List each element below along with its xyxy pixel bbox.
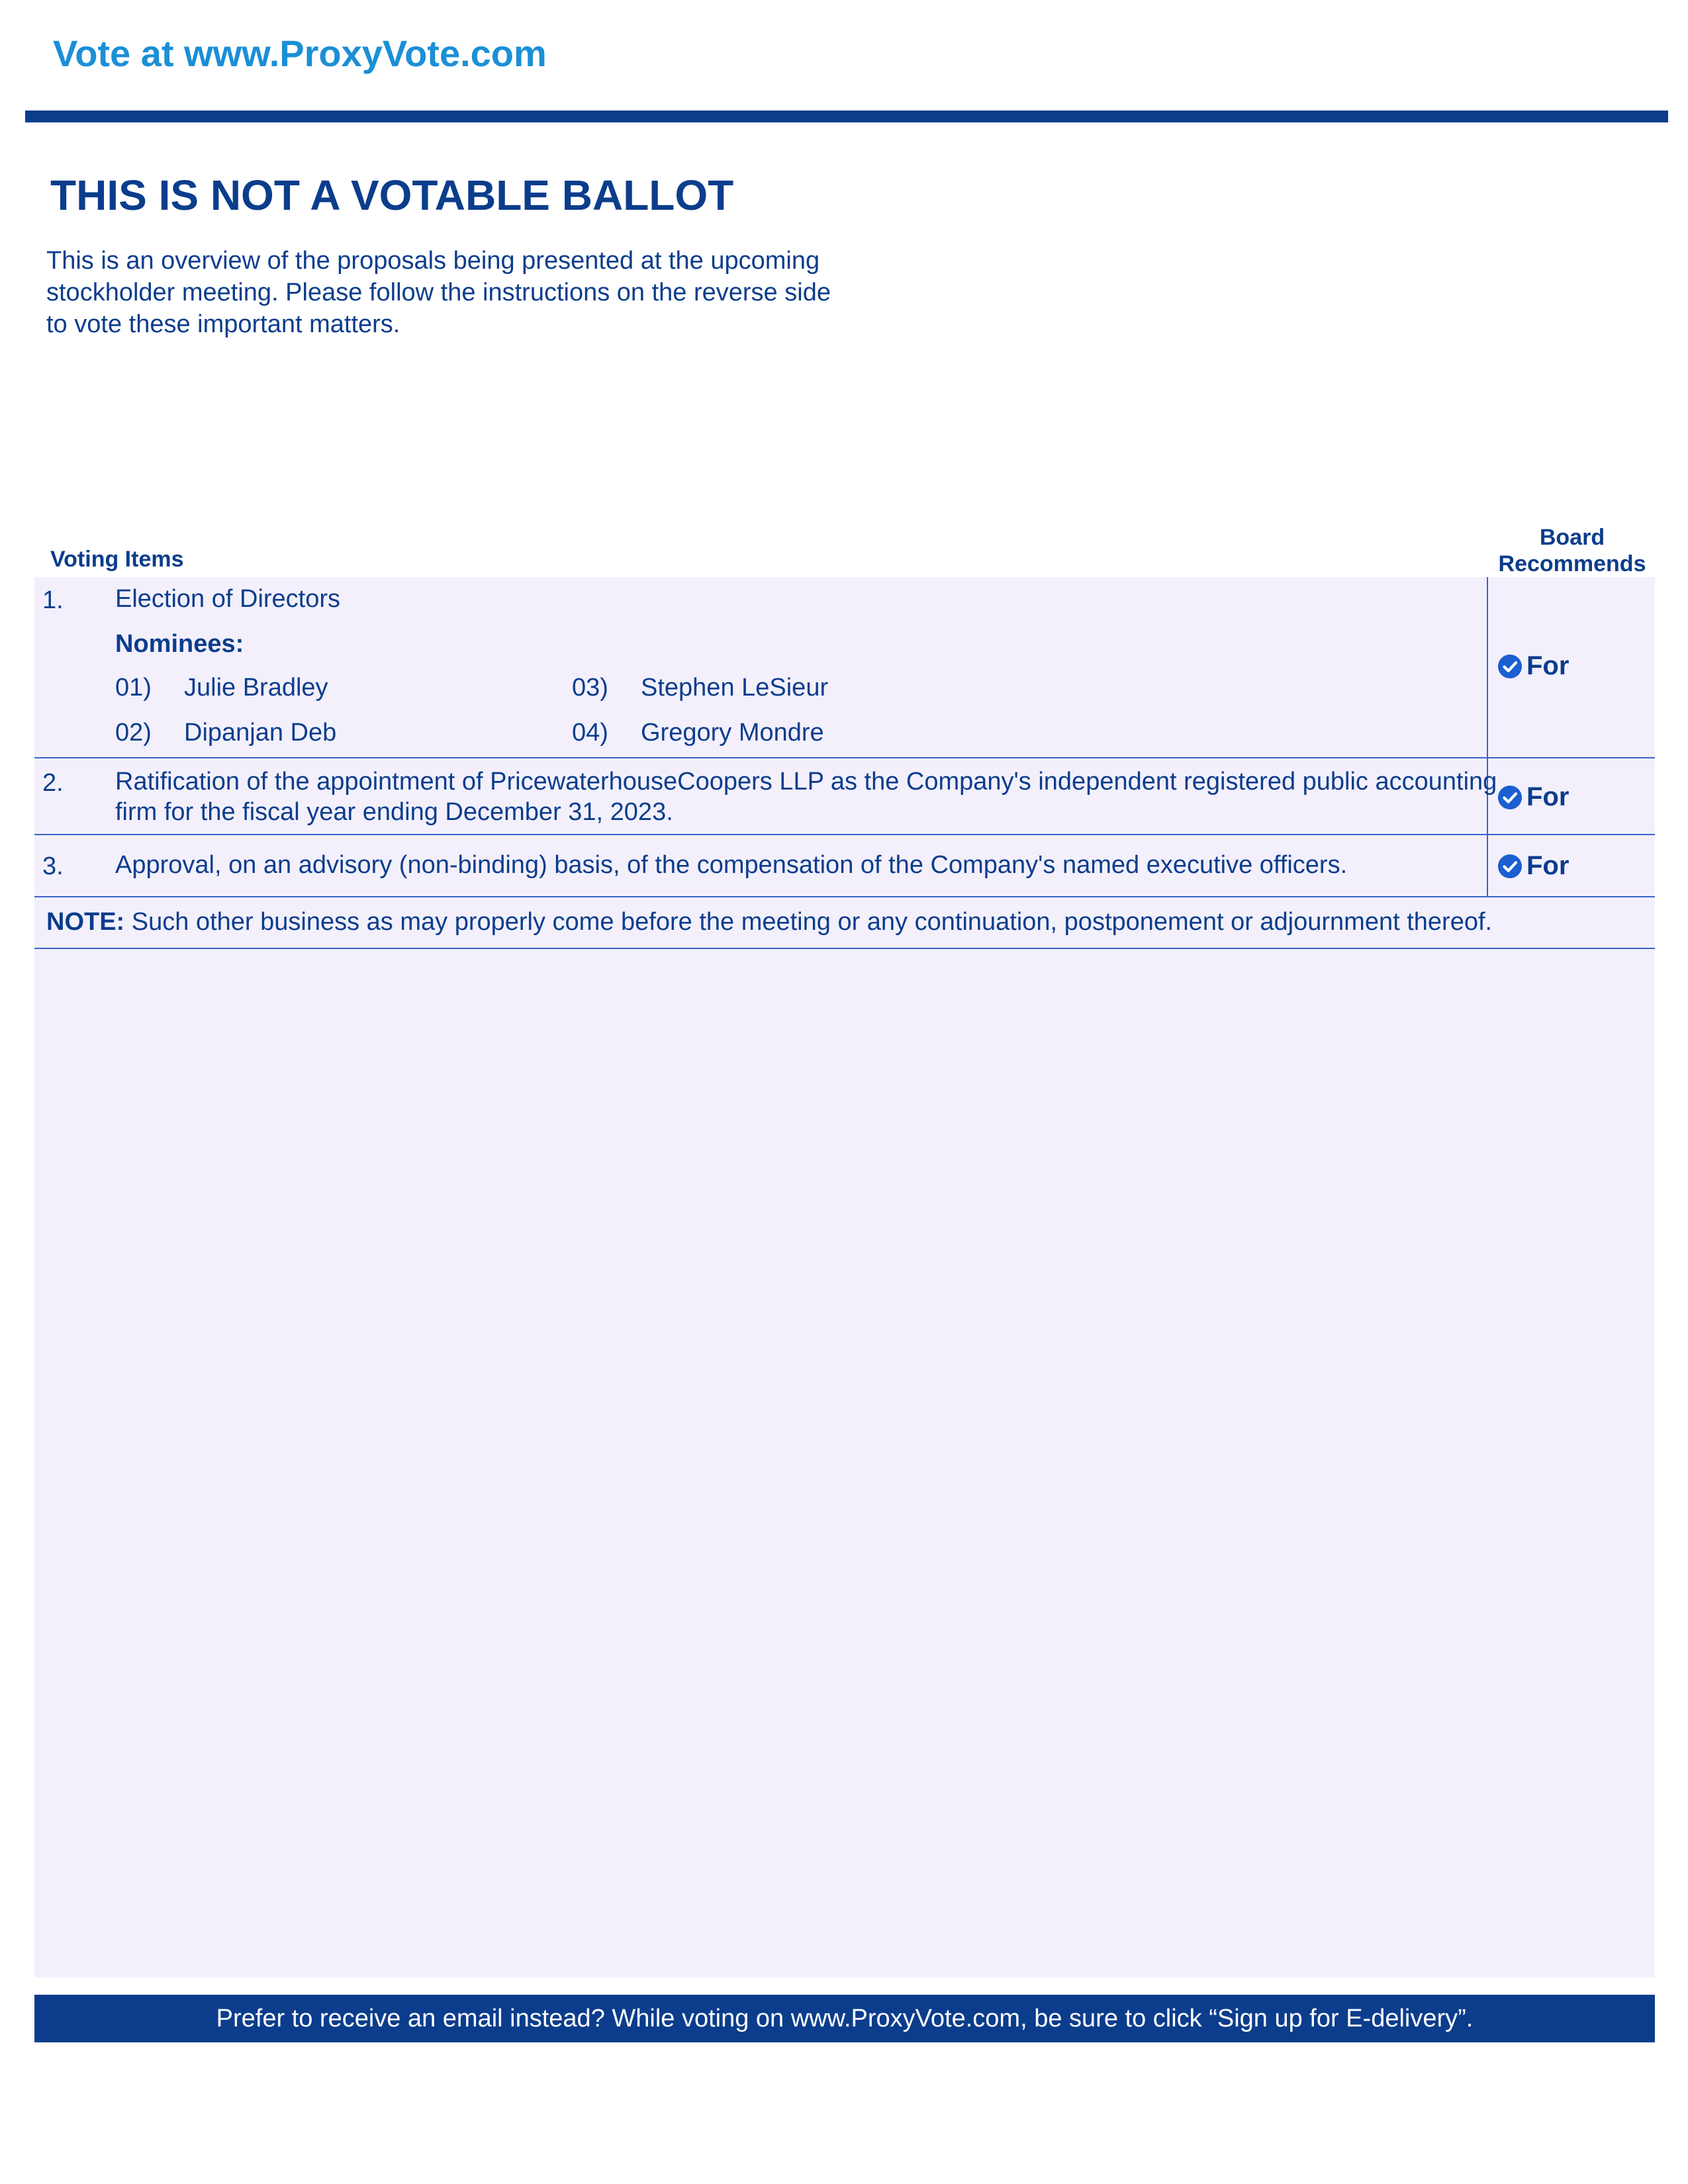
board-heading-line1: Board — [1539, 525, 1605, 550]
page-title: THIS IS NOT A VOTABLE BALLOT — [50, 171, 734, 219]
item-text: Approval, on an advisory (non-binding) basis, of the compensation of the Company's named executive officers. — [115, 851, 1348, 879]
note-label: NOTE: — [46, 908, 125, 936]
e-delivery-text: Prefer to receive an email instead? While voting on www.ProxyVote.com, be sure to click “Sign up for E-delivery”. — [216, 2004, 1474, 2032]
recommendation-for — [1497, 782, 1569, 812]
intro-paragraph: This is an overview of the proposals being presented at the upcoming stockholder meeting. Please follow the instructions on the reverse side to vote these important matters. — [46, 247, 831, 338]
vote-at-header[interactable]: Vote at www.ProxyVote.com — [53, 32, 547, 74]
item-number: 2. — [42, 769, 64, 797]
nominee-name: Gregory Mondre — [641, 719, 824, 747]
nominee-name: Dipanjan Deb — [184, 719, 337, 747]
nominee-number: 02) — [115, 719, 152, 747]
voting-item-1 — [34, 577, 1655, 758]
nominee-4 — [572, 719, 824, 747]
nominees-label: Nominees: — [115, 630, 244, 658]
recommendation-label: For — [1526, 782, 1570, 811]
e-delivery-banner — [34, 1995, 1655, 2042]
header-divider — [25, 111, 1668, 122]
note-text — [46, 908, 1492, 936]
voting-item-3 — [34, 835, 1655, 897]
nominee-name: Julie Bradley — [184, 674, 328, 702]
voting-items-heading: Voting Items — [50, 547, 184, 572]
recommendation-for — [1497, 851, 1569, 881]
nominee-3 — [572, 674, 828, 702]
check-circle-icon — [1497, 785, 1523, 810]
check-circle-icon — [1497, 654, 1523, 679]
nominee-number: 04) — [572, 719, 608, 747]
recommendation-label: For — [1526, 651, 1570, 680]
board-recommends-heading — [1483, 524, 1662, 577]
item-text: Ratification of the appointment of PricewaterhouseCoopers LLP as the Company's independent registered public accounting firm for the fiscal year ending December 31, 2023. — [115, 768, 1497, 826]
nominee-name: Stephen LeSieur — [641, 674, 829, 702]
nominee-number: 03) — [572, 674, 608, 702]
voting-item-2 — [34, 758, 1655, 835]
note-divider — [34, 948, 1655, 949]
nominee-number: 01) — [115, 674, 152, 702]
board-heading-line2: Recommends — [1498, 551, 1646, 576]
check-circle-icon — [1497, 854, 1523, 879]
nominee-1 — [115, 674, 328, 702]
item-text: Election of Directors — [115, 585, 341, 613]
item-number: 3. — [42, 852, 64, 880]
recommendation-for — [1497, 651, 1569, 681]
item-number: 1. — [42, 586, 64, 614]
note-body: Such other business as may properly come before the meeting or any continuation, postponement or adjournment thereof. — [124, 908, 1493, 936]
nominee-2 — [115, 719, 336, 747]
recommendation-label: For — [1526, 851, 1570, 880]
